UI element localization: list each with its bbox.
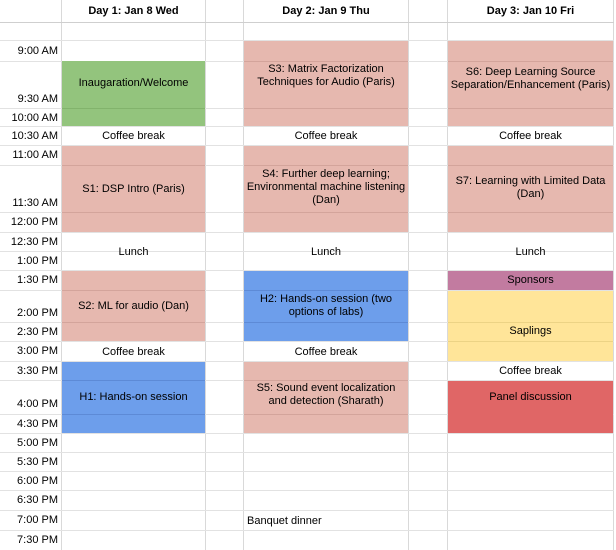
- event-coffee-break: [448, 127, 613, 145]
- event-coffee-break: [448, 362, 613, 380]
- event-title: S3: Matrix Factorization Techniques for Audio (Paris): [257, 63, 395, 88]
- event-title: Coffee break: [499, 365, 562, 377]
- event-title: Coffee break: [294, 130, 358, 142]
- block-grid-line: [244, 414, 408, 415]
- grid-row-line: [0, 490, 614, 491]
- grid-row-line: [0, 530, 614, 531]
- block-grid-line: [448, 108, 613, 109]
- event-h1[interactable]: [62, 362, 205, 433]
- grid-col-line: [408, 0, 409, 550]
- event-title: S6: Deep Learning Source Separation/Enhancement (Paris): [450, 66, 611, 91]
- time-label: 10:00 AM: [11, 112, 58, 124]
- block-grid-line: [448, 212, 613, 213]
- time-label: 1:30 PM: [17, 274, 58, 286]
- block-grid-line: [62, 414, 205, 415]
- time-label: 2:30 PM: [17, 326, 58, 338]
- block-grid-line: [448, 165, 613, 166]
- block-grid-line: [62, 108, 205, 109]
- time-label: 9:30 AM: [17, 93, 58, 105]
- time-label: 4:30 PM: [17, 418, 58, 430]
- event-title: Lunch: [515, 245, 546, 258]
- time-label: 3:30 PM: [17, 365, 58, 377]
- time-label: 4:00 PM: [17, 398, 58, 410]
- block-grid-line: [62, 380, 205, 381]
- time-label: 3:00 PM: [17, 345, 58, 357]
- event-banquet: [244, 511, 408, 530]
- event-title: Saplings: [509, 324, 552, 337]
- event-title: Coffee break: [102, 345, 165, 358]
- time-label: 11:00 AM: [12, 149, 58, 161]
- event-title: Coffee break: [499, 130, 562, 142]
- event-h2[interactable]: [244, 271, 408, 341]
- grid-row-line: [0, 471, 614, 472]
- event-sponsors[interactable]: [448, 271, 613, 290]
- block-grid-line: [244, 212, 408, 213]
- time-column: [0, 0, 61, 550]
- time-label: 1:00 PM: [17, 255, 58, 267]
- event-title: S1: DSP Intro (Paris): [82, 182, 185, 195]
- grid-col-line: [205, 0, 206, 550]
- event-title: H2: Hands-on session (two options of labs): [259, 293, 393, 318]
- block-grid-line: [448, 61, 613, 62]
- time-label: 7:30 PM: [17, 534, 58, 546]
- grid-col-line: [613, 0, 614, 550]
- event-s6[interactable]: [448, 41, 613, 126]
- day-header: Day 1: Jan 8 Wed: [88, 5, 179, 17]
- event-title: Coffee break: [102, 130, 165, 142]
- time-label: 12:30 PM: [10, 236, 58, 248]
- event-title: S2: ML for audio (Dan): [78, 299, 189, 312]
- event-title: S4: Further deep learning; Environmental machine listening (Dan): [246, 167, 406, 206]
- event-title: H1: Hands-on session: [79, 391, 188, 403]
- event-coffee-break: [62, 127, 205, 145]
- event-coffee-break: [244, 342, 408, 361]
- block-grid-line: [244, 290, 408, 291]
- time-label: 9:00 AM: [17, 45, 58, 57]
- time-label: 5:30 PM: [17, 456, 58, 468]
- block-grid-line: [244, 165, 408, 166]
- event-title: Lunch: [311, 245, 341, 258]
- grid-row-line: [0, 433, 614, 434]
- time-label: 5:00 PM: [17, 437, 58, 449]
- block-grid-line: [62, 322, 205, 323]
- event-welcome[interactable]: [62, 61, 205, 126]
- event-title: Inaugaration/Welcome: [78, 77, 189, 89]
- event-s3[interactable]: [244, 41, 408, 126]
- block-grid-line: [62, 212, 205, 213]
- block-grid-line: [244, 108, 408, 109]
- event-title: Banquet dinner: [247, 514, 322, 527]
- block-grid-line: [244, 322, 408, 323]
- event-lunch: [62, 233, 205, 270]
- event-s1[interactable]: [62, 146, 205, 232]
- block-grid-line: [448, 341, 613, 342]
- day-header: Day 2: Jan 9 Thu: [282, 5, 370, 17]
- grid-row-line: [0, 452, 614, 453]
- block-grid-line: [244, 380, 408, 381]
- block-grid-line: [62, 290, 205, 291]
- day-header: Day 3: Jan 10 Fri: [486, 5, 575, 17]
- time-label: 11:30 AM: [12, 197, 58, 209]
- event-lunch: [448, 233, 613, 270]
- event-title: Lunch: [118, 245, 149, 258]
- event-title: S7: Learning with Limited Data (Dan): [455, 174, 606, 200]
- event-s4[interactable]: [244, 146, 408, 232]
- event-title: Sponsors: [507, 274, 554, 286]
- event-s2[interactable]: [62, 271, 205, 341]
- time-label: 7:00 PM: [17, 514, 58, 526]
- event-coffee-break: [244, 127, 408, 145]
- event-panel-discussion[interactable]: [448, 381, 613, 433]
- event-coffee-break: [62, 342, 205, 361]
- event-lunch: [244, 233, 408, 270]
- event-s7[interactable]: [448, 146, 613, 232]
- grid-row-line: [0, 22, 614, 23]
- time-label: 12:00 PM: [10, 216, 58, 228]
- event-title: Coffee break: [294, 345, 358, 358]
- block-grid-line: [448, 322, 613, 323]
- time-label: 6:00 PM: [17, 475, 58, 487]
- block-grid-line: [62, 165, 205, 166]
- event-saplings[interactable]: [448, 291, 613, 361]
- event-s5[interactable]: [244, 362, 408, 433]
- time-label: 10:30 AM: [11, 130, 58, 142]
- block-grid-line: [244, 61, 408, 62]
- event-title: Panel discussion: [489, 390, 572, 403]
- event-title: S5: Sound event localization and detection (Sharath): [256, 381, 396, 407]
- time-label: 2:00 PM: [17, 307, 58, 319]
- time-label: 6:30 PM: [17, 494, 58, 506]
